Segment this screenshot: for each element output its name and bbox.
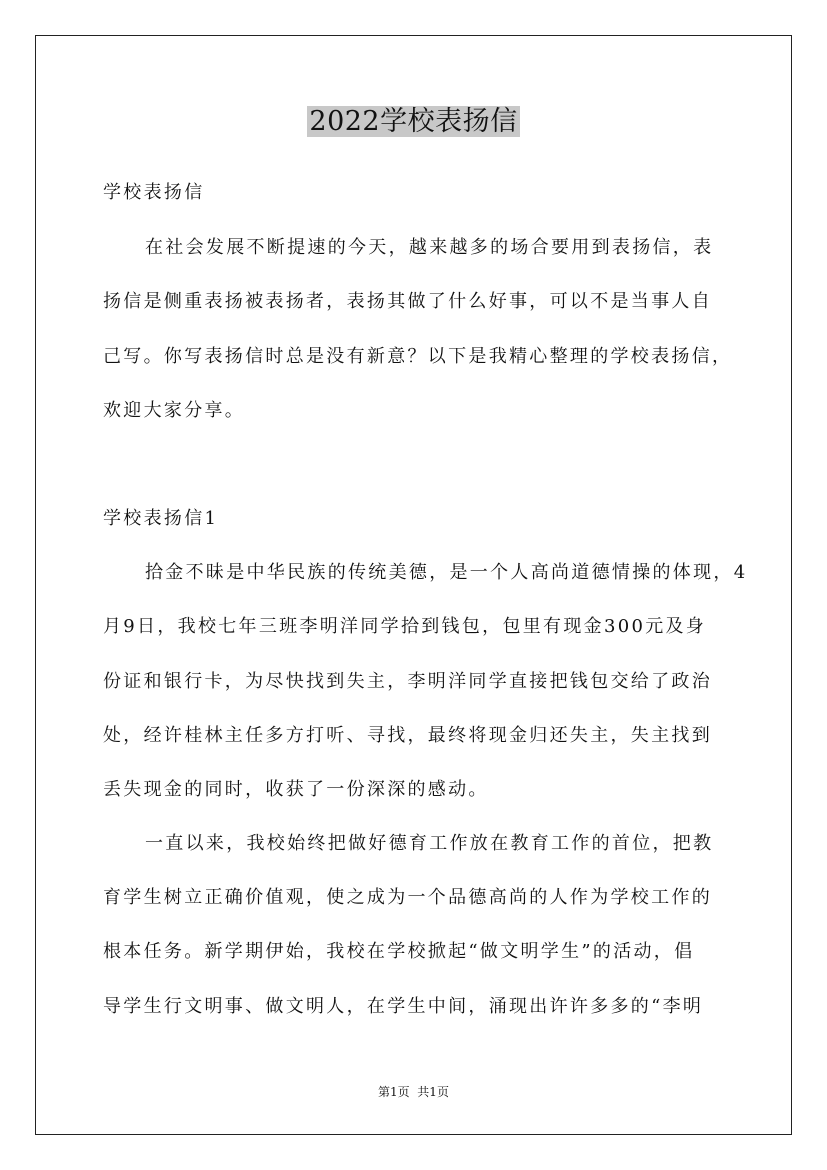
- paragraph-line: 处，经许桂林主任多方打听、寻找，最终将现金归还失主，失主找到: [103, 725, 712, 746]
- paragraph-line: 根本任务。新学期伊始，我校在学校掀起“做文明学生”的活动，倡: [103, 941, 695, 962]
- paragraph-line: 导学生行文明事、做文明人，在学生中间，涌现出许许多多的“李明: [103, 996, 704, 1017]
- paragraph-line: 一直以来，我校始终把做好德育工作放在教育工作的首位，把教: [145, 833, 714, 854]
- intro-line: 扬信是侧重表扬被表扬者，表扬其做了什么好事，可以不是当事人自: [103, 291, 712, 312]
- intro-line: 己写。你写表扬信时总是没有新意？以下是我精心整理的学校表扬信，: [103, 346, 733, 367]
- paragraph-line: 份证和银行卡，为尽快找到失主，李明洋同学直接把钱包交给了政治: [103, 671, 712, 692]
- paragraph-line: 月9日，我校七年三班李明洋同学拾到钱包，包里有现金300元及身: [103, 616, 707, 637]
- document-title: 2022学校表扬信: [309, 106, 518, 137]
- section-heading: 学校表扬信1: [103, 508, 219, 529]
- paragraph-line: 丢失现金的同时，收获了一份深深的感动。: [103, 779, 489, 800]
- intro-heading: 学校表扬信: [103, 182, 205, 203]
- page-footer: 第1页 共1页: [378, 1085, 449, 1099]
- intro-line: 在社会发展不断提速的今天，越来越多的场合要用到表扬信，表: [145, 237, 714, 258]
- intro-line: 欢迎大家分享。: [103, 400, 246, 421]
- paragraph-line: 育学生树立正确价值观，使之成为一个品德高尚的人作为学校工作的: [103, 887, 712, 908]
- paragraph-line: 拾金不昧是中华民族的传统美德，是一个人高尚道德情操的体现，4: [145, 562, 748, 583]
